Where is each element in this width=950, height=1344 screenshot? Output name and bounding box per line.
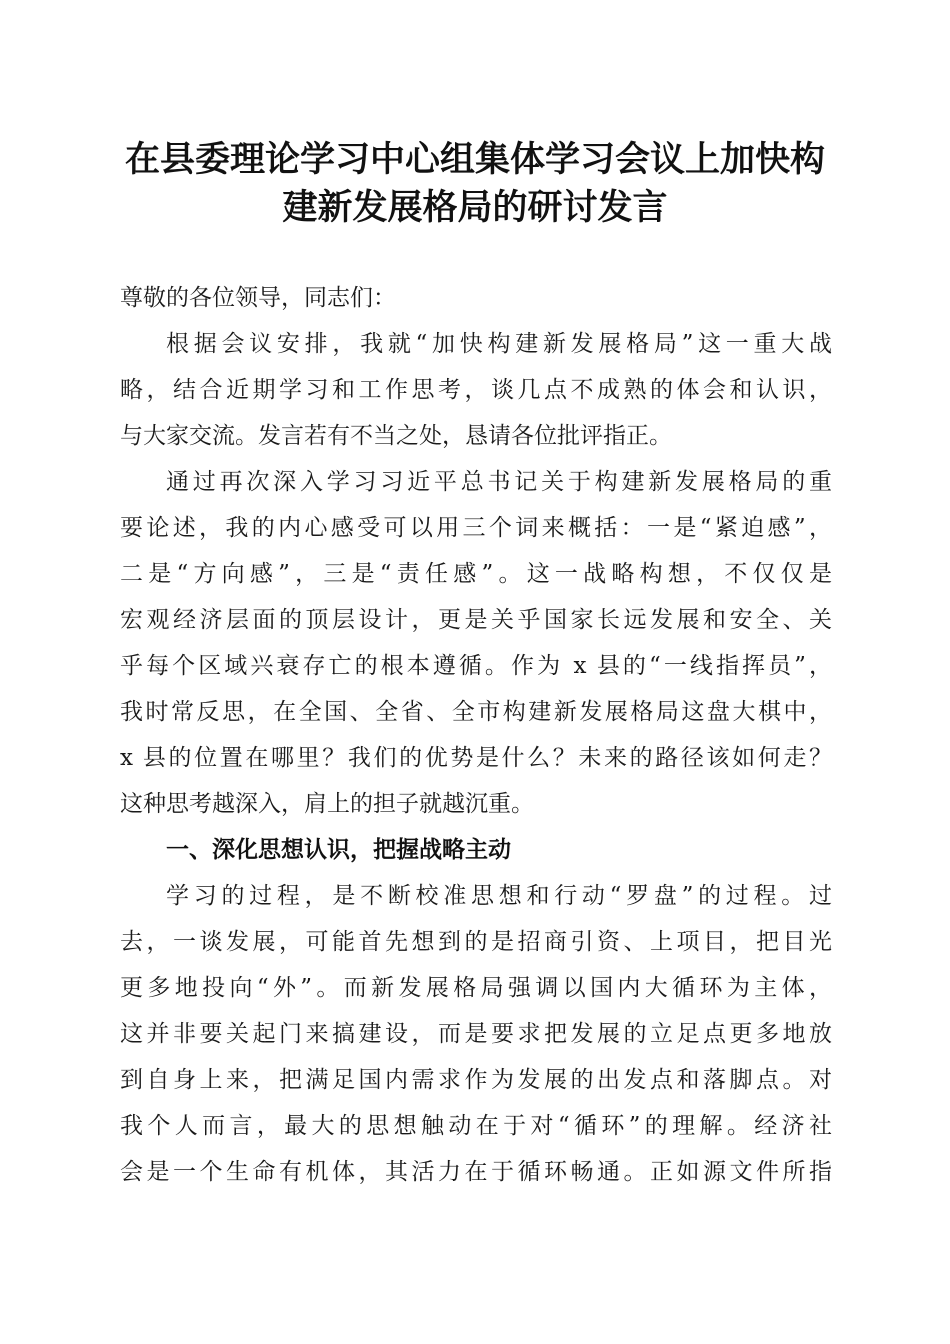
paragraph-3-line-1: 学习的过程，是不断校准思想和行动“罗盘”的过程。过 <box>166 883 832 909</box>
paragraph-3-line-7: 会是一个生命有机体，其活力在于循环畅通。正如源文件所指 <box>120 1159 832 1185</box>
paragraph-2-line-2: 要论述，我的内心感受可以用三个词来概括：一是“紧迫感”， <box>120 515 832 541</box>
paragraph-2-line-6: 我时常反思，在全国、全省、全市构建新发展格局这盘大棋中， <box>120 699 832 725</box>
paragraph-2-line-8: 这种思考越深入，肩上的担子就越沉重。 <box>120 791 534 817</box>
document-title-line-1: 在县委理论学习中心组集体学习会议上加快构 <box>124 139 825 180</box>
paragraph-2-line-7: x 县的位置在哪里？我们的优势是什么？未来的路径该如何走？ <box>120 745 832 771</box>
paragraph-3-line-4: 这并非要关起门来搞建设，而是要求把发展的立足点更多地放 <box>120 1021 832 1047</box>
paragraph-2-line-5: 乎每个区域兴衰存亡的根本遵循。作为 x 县的“一线指挥员”， <box>120 653 832 679</box>
paragraph-1-line-2: 略，结合近期学习和工作思考，谈几点不成熟的体会和认识， <box>120 377 832 403</box>
section-heading-1: 一、深化思想认识，把握战略主动 <box>166 837 511 863</box>
paragraph-1-line-1: 根据会议安排，我就“加快构建新发展格局”这一重大战 <box>166 331 832 357</box>
paragraph-2-line-4: 宏观经济层面的顶层设计，更是关乎国家长远发展和安全、关 <box>120 607 832 633</box>
salutation: 尊敬的各位领导，同志们： <box>120 285 396 311</box>
paragraph-3-line-5: 到自身上来，把满足国内需求作为发展的出发点和落脚点。对 <box>120 1067 832 1093</box>
document-title-line-2: 建新发展格局的研讨发言 <box>282 187 668 228</box>
paragraph-2-line-3: 二是“方向感”，三是“责任感”。这一战略构想，不仅仅是 <box>120 561 832 587</box>
paragraph-1-line-3: 与大家交流。发言若有不当之处，恳请各位批评指正。 <box>120 423 672 449</box>
paragraph-2-line-1: 通过再次深入学习习近平总书记关于构建新发展格局的重 <box>166 469 832 495</box>
paragraph-3-line-6: 我个人而言，最大的思想触动在于对“循环”的理解。经济社 <box>120 1113 832 1139</box>
paragraph-3-line-2: 去，一谈发展，可能首先想到的是招商引资、上项目，把目光 <box>120 929 832 955</box>
paragraph-3-line-3: 更多地投向“外”。而新发展格局强调以国内大循环为主体， <box>120 975 832 1001</box>
